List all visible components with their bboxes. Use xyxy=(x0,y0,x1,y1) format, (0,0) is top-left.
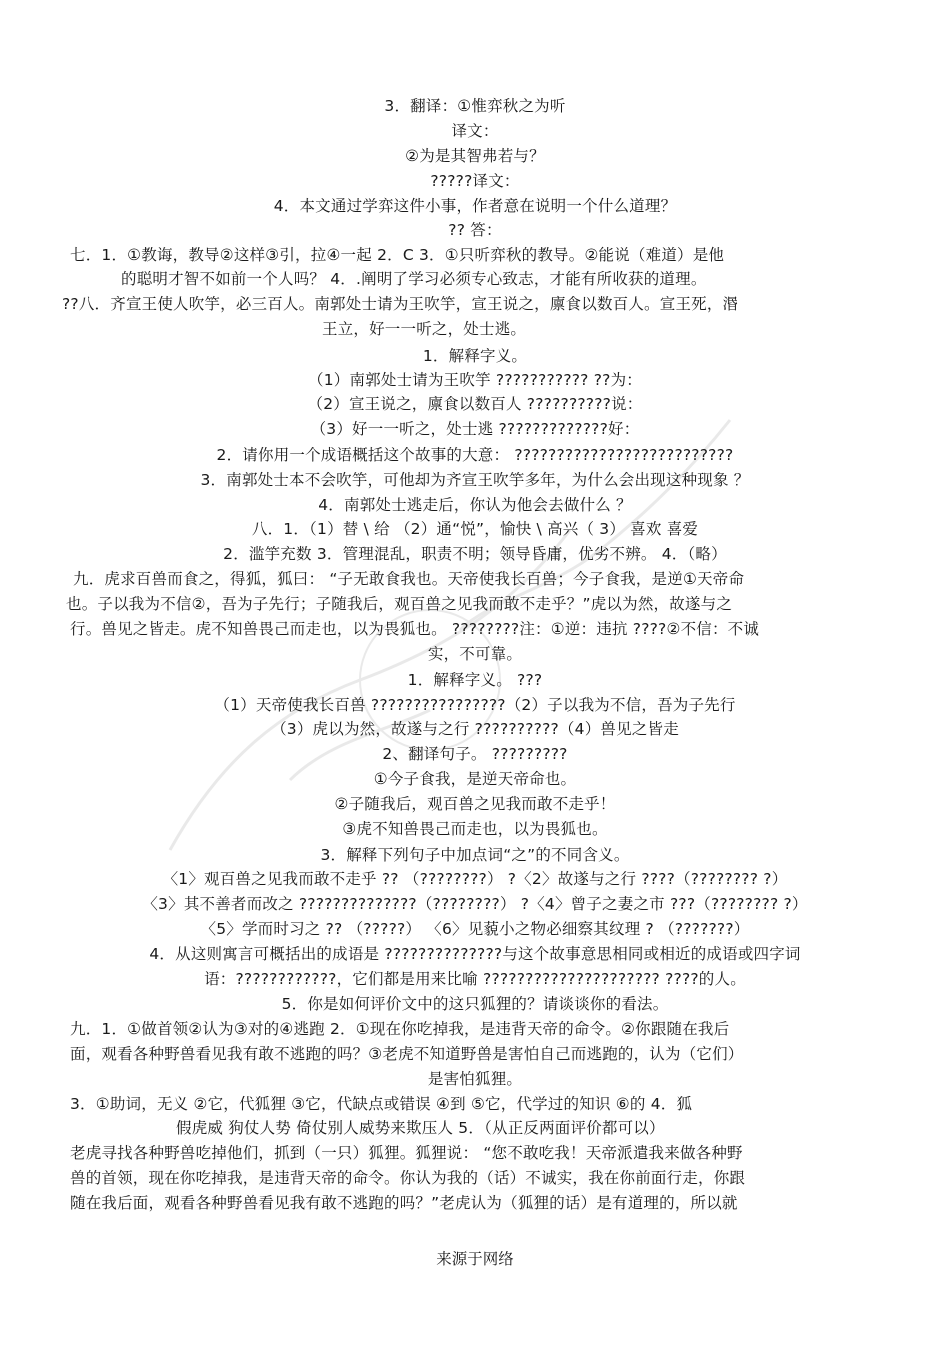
line-q1-item1: （1）南郭处士请为王吹竽 ??????????? ??为： xyxy=(308,371,642,389)
line-passage-9b: 也。子以我为不信②，吾为子先行；子随我后，观百兽之见我而敢不走乎？”虎以为然，故遂与之 xyxy=(66,595,733,613)
line-q1-item2: （2）宣王说之，廪食以数百人 ??????????说： xyxy=(307,395,643,413)
line-translation-label-2: ?????译文： xyxy=(430,172,520,190)
line-q9-2-s2: ②子随我后，观百兽之见我而敢不走乎！ xyxy=(334,795,616,813)
line-translation-p2: 兽的首领，现在你吃掉我，是违背天帝的命令。你认为我的（话）不诚实，我在你前面行走，你跟 xyxy=(70,1169,746,1187)
line-q9-2-s3: ③虎不知兽畏己而走也，以为畏狐也。 xyxy=(342,820,608,838)
line-answers-9a: 九．1．①做首领②认为③对的④逃跑 2．①现在你吃掉我，是违背天帝的命令。②你跟随在我后 xyxy=(70,1020,730,1038)
line-passage-9d: 实，不可靠。 xyxy=(427,645,523,663)
line-answers-9d: 3．①助词，无义 ②它，代狐狸 ③它，代缺点或错误 ④到 ⑤它，代学过的知识 ⑥的 4．狐 xyxy=(70,1095,693,1113)
line-passage-9a: 九．虎求百兽而食之，得狐，狐曰： “子无敢食我也。天帝使我长百兽；今子食我，是逆①天帝命 xyxy=(73,570,745,588)
line-q3: 3．南郭处士本不会吹竽，可他却为齐宣王吹竽多年，为什么会出现这种现象 ？ xyxy=(200,471,750,489)
line-q9-3-items-b: 〈3〉其不善者而改之 ??????????????（????????） ?〈4〉曾子之妻之市 ???（???????? ?） xyxy=(142,895,808,913)
line-answers-8a: 八．1．（1）替 \ 给 （2）通“悦”，愉快 \ 高兴（ 3） 喜欢 喜爱 xyxy=(251,520,699,538)
line-answers-9c: 是害怕狐狸。 xyxy=(427,1070,523,1088)
line-q9-3-items-a: 〈1〉观百兽之见我而敢不走乎 ?? （????????） ?〈2〉故遂与之行 ????（???????? ?） xyxy=(162,870,788,888)
line-q9-4b: 语：????????????，它们都是用来比喻 ????????????????????? ????的人。 xyxy=(204,970,746,988)
line-translate-heading: 3．翻译：①惟弈秋之为听 xyxy=(384,97,566,115)
line-answers-9b: 面，观看各种野兽看见我有敢不逃跑的吗？③老虎不知道野兽是害怕自己而逃跑的，认为（它们） xyxy=(70,1045,744,1063)
line-passage-8a: ??八．齐宣王使人吹竽，必三百人。南郭处士请为王吹竽，宣王说之，廪食以数百人。宣王死，湣 xyxy=(62,295,739,313)
line-answer-label: ?? 答： xyxy=(448,221,502,239)
line-sentence-2: ②为是其智弗若与？ xyxy=(405,147,545,165)
line-q9-1-items-b: （3）虎以为然，故遂与之行 ??????????（4）兽见之皆走 xyxy=(271,720,679,738)
line-translation-label: 译文： xyxy=(451,122,499,140)
line-answers-7b: 的聪明才智不如前一个人吗？ 4．.阐明了学习必须专心致志，才能有所收获的道理。 xyxy=(121,270,707,288)
line-q9-3-items-c: 〈5〉学而时习之 ?? （?????） 〈6〉见藐小之物必细察其纹理 ? （???????） xyxy=(200,920,750,938)
line-q9-5: 5．你是如何评价文中的这只狐狸的？请谈谈你的看法。 xyxy=(281,995,669,1013)
line-q9-2-heading: 2、翻译句子。 ????????? xyxy=(382,745,568,763)
line-q1-heading: 1．解释字义。 xyxy=(422,347,528,365)
line-translation-p1: 老虎寻找各种野兽吃掉他们，抓到（一只）狐狸。狐狸说： “您不敢吃我！天帝派遣我来做各种野 xyxy=(70,1144,743,1162)
line-q9-3-heading: 3．解释下列句子中加点词“之”的不同含义。 xyxy=(320,846,630,864)
line-answers-8b: 2．滥竽充数 3．管理混乱，职责不明；领导昏庸，优劣不辨。 4．（略） xyxy=(223,545,727,563)
line-question-4: 4．本文通过学弈这件小事，作者意在说明一个什么道理？ xyxy=(273,197,677,215)
line-answers-9e: 假虎威 狗仗人势 倚仗别人威势来欺压人 5．（从正反两面评价都可以） xyxy=(176,1119,665,1137)
line-translation-p3: 随在我后面，观看各种野兽看见我有敢不逃跑的吗？”老虎认为（狐狸的话）是有道理的，所以就 xyxy=(70,1194,738,1212)
page-footer: 来源于网络 xyxy=(436,1250,514,1268)
line-answers-7a: 七．1．①教诲，教导②这样③引，拉④一起 2．C 3．①只听弈秋的教导。②能说（难道）是他 xyxy=(70,246,725,264)
line-q9-4a: 4．从这则寓言可概括出的成语是 ??????????????与这个故事意思相同或相近的成语或四字词 xyxy=(149,945,801,963)
line-q4: 4．南郭处士逃走后，你认为他会去做什么 ？ xyxy=(318,496,632,514)
line-passage-8b: 王立，好一一听之，处士逃。 xyxy=(322,320,527,338)
line-q9-1-items-a: （1）天帝使我长百兽 ????????????????（2）子以我为不信，吾为子先行 xyxy=(214,696,736,714)
line-passage-9c: 行。兽见之皆走。虎不知兽畏己而走也，以为畏狐也。 ????????注：①逆：违抗 ????②不信：不诚 xyxy=(70,620,760,638)
line-q1-item3: （3）好一一听之，处士逃 ?????????????好： xyxy=(310,420,640,438)
line-q9-1-heading: 1．解释字义。 ??? xyxy=(407,671,543,689)
line-q2: 2．请你用一个成语概括这个故事的大意： ?????????????????????????? xyxy=(216,446,734,464)
line-q9-2-s1: ①今子食我，是逆天帝命也。 xyxy=(373,770,577,788)
